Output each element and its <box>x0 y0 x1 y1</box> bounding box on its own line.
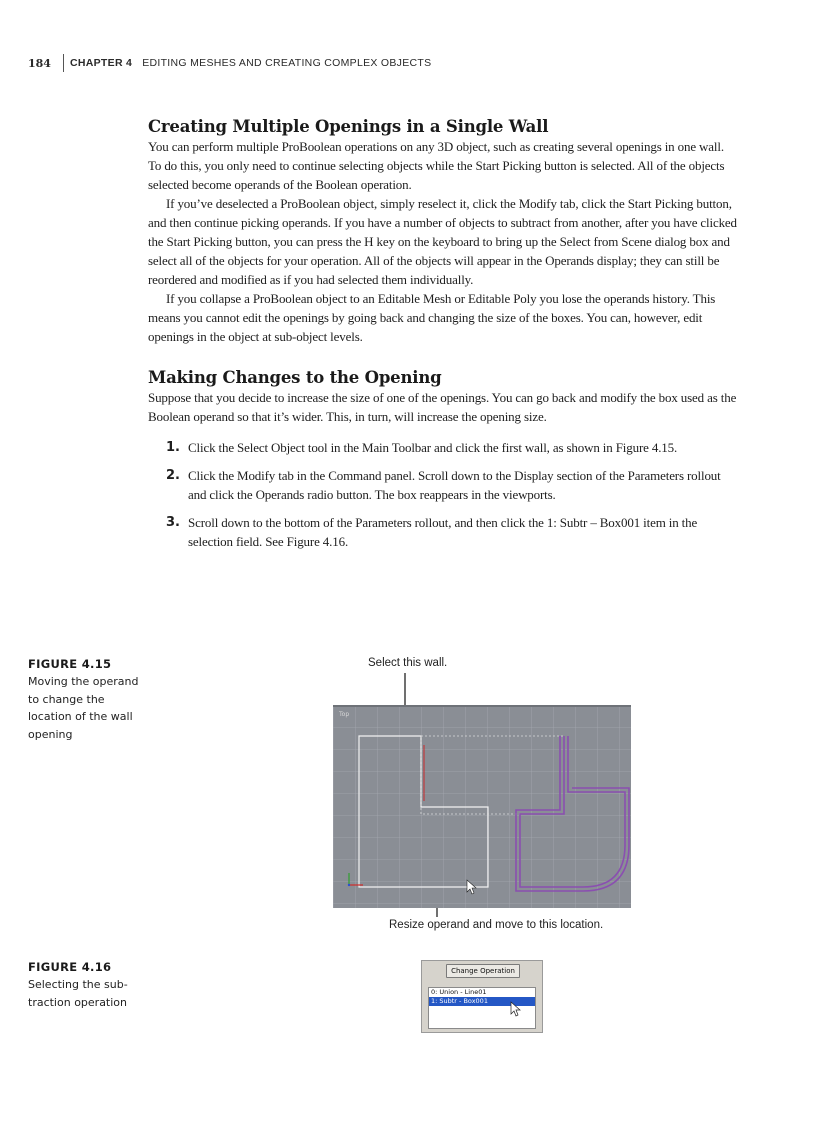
section-heading-making-changes: Making Changes to the Opening <box>148 368 442 387</box>
step-number: 3. <box>166 515 180 530</box>
chapter-title: EDITING MESHES AND CREATING COMPLEX OBJECTS <box>142 57 432 69</box>
chapter-label: CHAPTER 4 <box>69 57 133 69</box>
step-number: 1. <box>166 440 180 455</box>
figure-description: Moving the operand to change the location of the wall opening <box>28 675 139 741</box>
operations-panel <box>421 960 543 1033</box>
figure-label: FIGURE 4.15 <box>28 657 112 671</box>
cursor-icon <box>510 1001 522 1017</box>
step-text: Click the Modify tab in the Command panel. Scroll down to the Display section of the Parameters rollout and click the Operands radio button. The box reappears in the viewports. <box>188 468 721 502</box>
viewport-label: Top <box>339 711 350 718</box>
section-heading-multiple-openings: Creating Multiple Openings in a Single Wall <box>148 117 549 136</box>
paragraph: If you collapse a ProBoolean object to an Editable Mesh or Editable Poly you lose the operands history. This means you cannot edit the openings by going back and changing the size of the boxes. You can, however, edit openings in the object at sub-object levels. <box>148 291 716 344</box>
figure-4-16-caption <box>28 960 238 1011</box>
figure-description: Selecting the subtraction operation <box>28 978 128 1009</box>
paragraph: You can perform multiple ProBoolean operations on any 3D object, such as creating several openings in one wall. To do this, you only need to continue selecting objects while the Start Picking button is selected. All of the objects selected become operands of the Boolean operation. <box>148 139 725 192</box>
step-text: Click the Select Object tool in the Main Toolbar and click the first wall, as shown in Figure 4.15. <box>188 440 678 455</box>
viewport-top-view[interactable] <box>333 705 631 908</box>
step-number: 2. <box>166 468 180 483</box>
step-text: Scroll down to the bottom of the Parameters rollout, and then click the 1: Subtr – Box001 item in the selection field. See Figure 4.16. <box>188 515 698 549</box>
list-item-union[interactable]: 0: Union - Line01 <box>431 988 487 996</box>
figure-label: FIGURE 4.16 <box>28 960 112 974</box>
page-number: 184 <box>28 56 51 70</box>
list-item-subtr-selected[interactable]: 1: Subtr - Box001 <box>429 997 535 1006</box>
paragraph: If you’ve deselected a ProBoolean object, simply reselect it, click the Modify tab, click the Start Picking button, and then continue picking operands. If you have a number of objects to subtract from another, after you have clicked the Start Picking button, you can press the H key on the keyboard to bring up the Select from Scene dialog box and select all of the objects for your operation. All of the objects will appear in the Operands display; they can still be reordered and modified as if you had selected them individually. <box>148 196 737 287</box>
paragraph: Suppose that you decide to increase the size of one of the openings. You can go back and modify the box used as the Boolean operand so that it’s wider. This, in turn, will increase the opening size. <box>148 390 737 424</box>
callout-resize-operand: Resize operand and move to this location. <box>389 919 604 931</box>
callout-select-wall: Select this wall. <box>368 657 448 669</box>
change-operation-button[interactable]: Change Operation <box>446 964 520 978</box>
